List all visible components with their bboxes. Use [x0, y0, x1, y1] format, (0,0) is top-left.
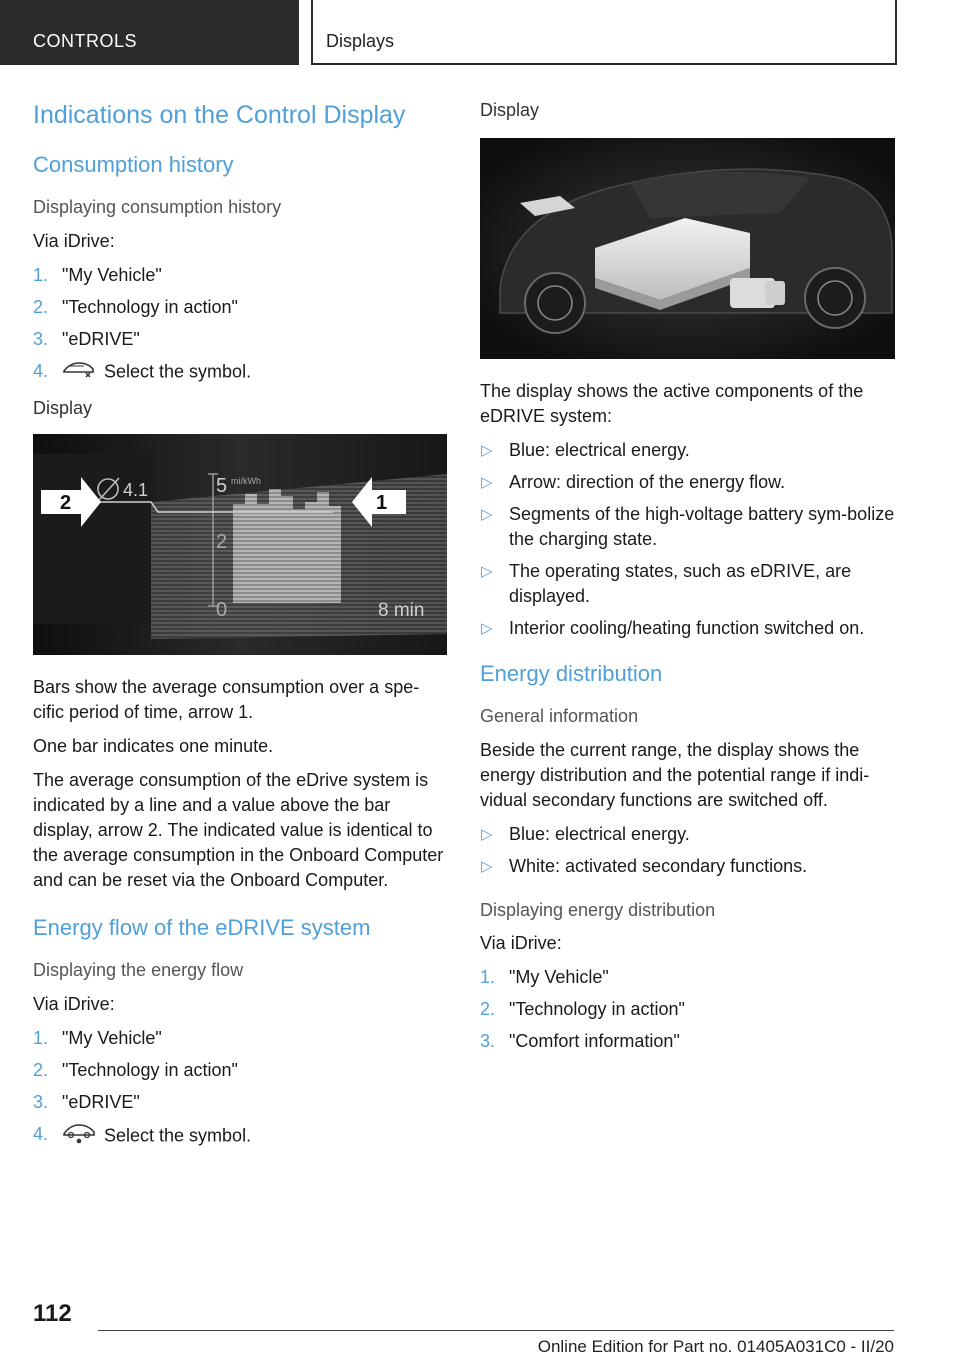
- display-label: Display: [480, 100, 540, 120]
- list-item: [480, 854, 895, 879]
- list-item: [33, 1090, 447, 1115]
- step-number: 2.: [33, 1059, 49, 1080]
- bullet-text: Arrow: direction of the energy flow.: [509, 472, 786, 492]
- chapter-tab: [311, 0, 897, 65]
- edition-text: Online Edition for Part no. 01405A031C0 - II/20: [537, 1337, 894, 1356]
- list-item: [480, 965, 895, 990]
- energy-flow-heading: Energy flow of the eDRIVE system: [33, 914, 371, 940]
- bullet-text: The operating states, such as eDRIVE, are displayed.: [509, 561, 852, 606]
- consumption-history-heading: Consumption history: [33, 152, 234, 177]
- consumption-bars: [233, 489, 341, 603]
- step-text: Select the symbol.: [104, 361, 252, 382]
- right-column: [480, 100, 895, 1066]
- bullet-text: Segments of the high-voltage battery sym-bolize the charging state.: [509, 504, 895, 549]
- energy-flow-subheading: Displaying the energy flow: [33, 960, 244, 981]
- intro-text: The display shows the active components of the eDRIVE system:: [480, 381, 864, 426]
- page-heading: Indications on the Control Display: [33, 101, 406, 129]
- scale-bottom: 0: [216, 598, 228, 621]
- step-number: 1.: [480, 967, 496, 988]
- bullet-icon: ▷: [481, 506, 493, 523]
- list-item: [33, 263, 447, 288]
- step-number: 2.: [33, 296, 49, 317]
- paragraph: Bars show the average consumption over a spe-cific period of time, arrow 1.: [33, 676, 420, 722]
- general-information-subheading: General information: [480, 706, 639, 727]
- list-item: [33, 1026, 447, 1051]
- step-number: 3.: [33, 328, 49, 349]
- energy-distribution-list: [480, 822, 895, 879]
- step-number: 2.: [480, 999, 496, 1020]
- display-label: Display: [33, 397, 93, 418]
- section-title: CONTROLS: [33, 31, 138, 51]
- step-number: 4.: [33, 360, 49, 381]
- step-number: 1.: [33, 264, 49, 285]
- list-item: [480, 559, 895, 609]
- energy-distribution-steps-list: [480, 965, 895, 1054]
- list-item: [480, 1029, 895, 1054]
- consumption-display-subheading: Displaying consumption history: [33, 197, 282, 218]
- list-item: [480, 470, 895, 495]
- average-value: 4.1: [123, 479, 149, 500]
- step-number: 3.: [480, 1031, 496, 1052]
- energy-flow-symbol-icon: [62, 1122, 96, 1151]
- list-item: [33, 295, 447, 320]
- list-item: [480, 616, 895, 641]
- energy-distribution-heading: Energy distribution: [480, 661, 663, 686]
- via-idrive-label: Via iDrive:: [480, 933, 562, 954]
- step-number: 3.: [33, 1091, 49, 1112]
- step-text: "My Vehicle": [509, 967, 609, 988]
- consumption-symbol-icon: [62, 359, 96, 386]
- list-item: [480, 502, 895, 552]
- bullet-text: Interior cooling/heating function switched on.: [509, 618, 865, 638]
- bullet-icon: ▷: [481, 563, 493, 580]
- display-components-list: [480, 438, 895, 641]
- step-text: "My Vehicle": [62, 264, 162, 285]
- step-text: Select the symbol.: [104, 1124, 252, 1145]
- display-energy-distribution-subheading: Displaying energy distribution: [480, 899, 716, 920]
- step-text: "Technology in action": [62, 296, 238, 317]
- list-item: [480, 438, 895, 463]
- page-number: 112: [33, 1300, 72, 1327]
- section-tab: [0, 0, 299, 65]
- step-number: 4.: [33, 1123, 49, 1144]
- paragraph: One bar indicates one minute.: [33, 735, 274, 756]
- bullet-text: White: activated secondary functions.: [509, 855, 808, 876]
- bullet-icon: ▷: [481, 825, 493, 843]
- unit-label: mi/kWh: [231, 475, 261, 486]
- step-text: "Technology in action": [509, 999, 685, 1020]
- scale-top: 5: [216, 474, 228, 497]
- list-item: [480, 822, 895, 847]
- list-item: [480, 997, 895, 1022]
- bullet-icon: ▷: [481, 620, 493, 637]
- time-label: 8 min: [378, 599, 425, 621]
- bullet-icon: ▷: [481, 442, 493, 459]
- arrow-1-label: 1: [376, 491, 388, 514]
- via-idrive-label: Via iDrive:: [33, 993, 115, 1014]
- energy-flow-steps-list: [33, 1026, 447, 1151]
- step-text: "eDRIVE": [62, 1091, 140, 1112]
- step-text: "Comfort information": [509, 1031, 680, 1052]
- bullet-text: Blue: electrical energy.: [509, 440, 690, 460]
- chapter-title: Displays: [326, 31, 395, 51]
- consumption-steps-list: [33, 263, 447, 386]
- general-information-text: Beside the current range, the display shows the energy distribution and the potential range if indi-vidual secondary functions are switched off.: [480, 739, 870, 810]
- left-column: [33, 100, 447, 1163]
- bullet-text: Blue: electrical energy.: [509, 823, 690, 844]
- step-text: "Technology in action": [62, 1059, 238, 1080]
- list-item: [33, 327, 447, 352]
- scale-mid: 2: [216, 530, 228, 553]
- list-item: [33, 1122, 447, 1151]
- step-number: 1.: [33, 1027, 49, 1048]
- step-text: "eDRIVE": [62, 328, 140, 349]
- energy-flow-display-figure: [480, 138, 895, 359]
- bullet-icon: ▷: [481, 857, 493, 875]
- list-item: [33, 1058, 447, 1083]
- arrow-2-label: 2: [60, 491, 72, 514]
- step-text: "My Vehicle": [62, 1027, 162, 1048]
- bullet-icon: ▷: [481, 474, 493, 491]
- paragraph: The average consumption of the eDrive system is indicated by a line and a value above the bar display, arrow 2. The indicated value is identical to the average consumption in the Onboard Computer and can be reset via the Onboard Computer.: [33, 769, 444, 890]
- via-idrive-label: Via iDrive:: [33, 230, 115, 251]
- consumption-display-figure: [33, 434, 447, 655]
- footer-divider: [98, 1330, 894, 1331]
- list-item: [33, 359, 447, 386]
